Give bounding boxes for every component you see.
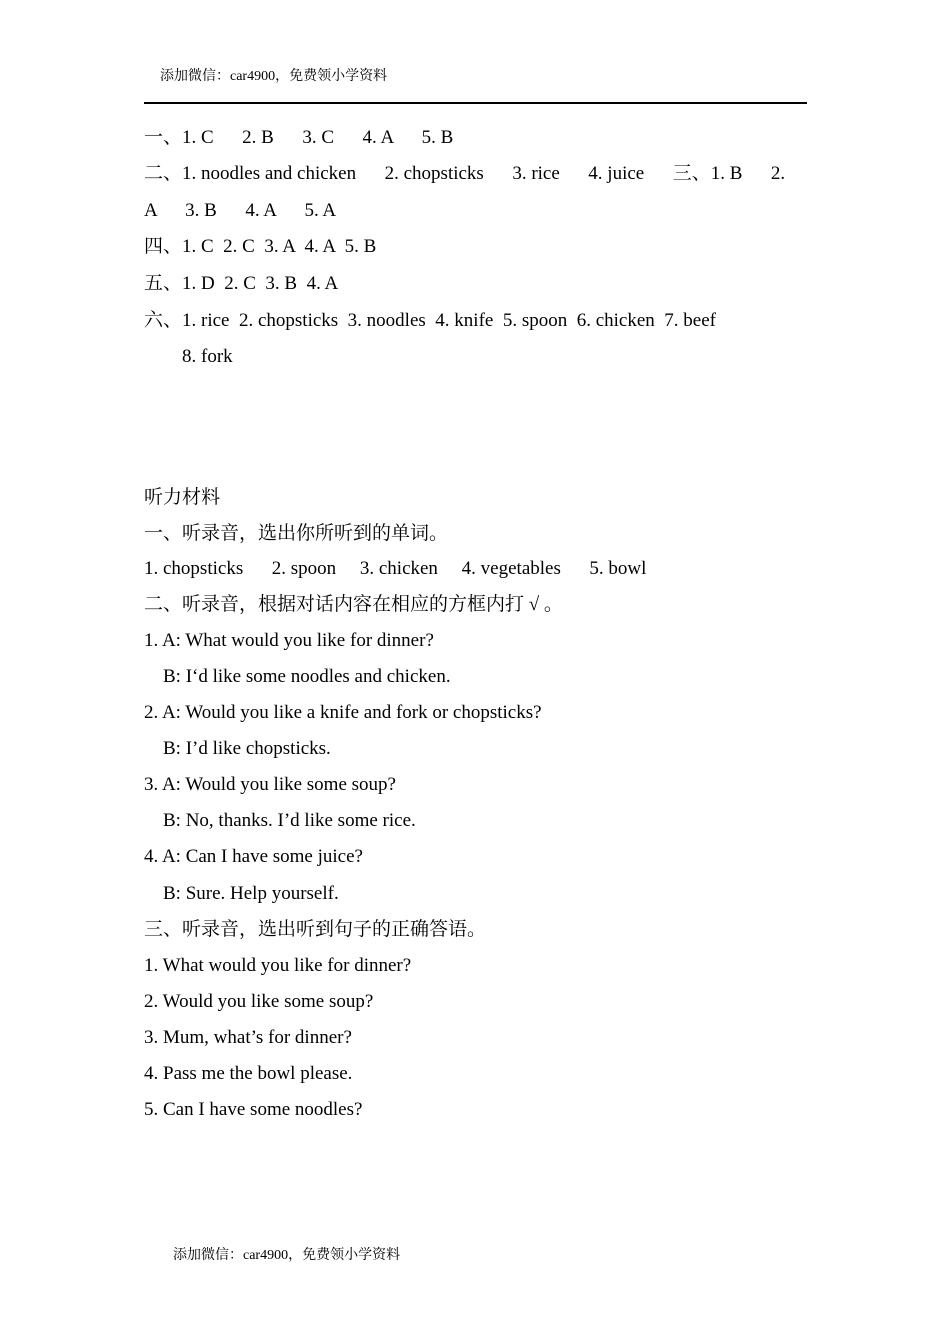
listening-section-3-heading: 三、听录音，选出听到句子的正确答语。 (144, 919, 487, 940)
list-item: 1. What would you like for dinner? (144, 955, 412, 976)
answer-section-4: 四、1. C 2. C 3. A 4. A 5. B (144, 236, 377, 257)
dialogue-line: B: No, thanks. I’d like some rice. (163, 810, 416, 831)
answer-section-6: 六、1. rice 2. chopsticks 3. noodles 4. knife 5. spoon 6. chicken 7. beef (144, 310, 716, 331)
listening-section-1-heading: 一、听录音，选出你所听到的单词。 (144, 523, 449, 544)
listening-title: 听力材料 (144, 487, 221, 508)
answer-section-6-continued: 8. fork (182, 346, 233, 367)
answer-section-2-3: 二、1. noodles and chicken 2. chopsticks 3. rice 4. juice 三、1. B 2. (144, 163, 786, 184)
listening-section-1-items: 1. chopsticks 2. spoon 3. chicken 4. vegetables 5. bowl (144, 558, 647, 579)
list-item: 4. Pass me the bowl please. (144, 1063, 353, 1084)
dialogue-line: 4. A: Can I have some juice? (144, 846, 363, 867)
answer-section-1: 一、1. C 2. B 3. C 4. A 5. B (144, 127, 454, 148)
list-item: 3. Mum, what’s for dinner? (144, 1027, 352, 1048)
dialogue-line: 1. A: What would you like for dinner? (144, 630, 434, 651)
list-item: 5. Can I have some noodles? (144, 1099, 363, 1120)
list-item: 2. Would you like some soup? (144, 991, 374, 1012)
header-divider (144, 102, 807, 104)
dialogue-line: B: Sure. Help yourself. (163, 883, 339, 904)
answer-section-5: 五、1. D 2. C 3. B 4. A (144, 273, 339, 294)
listening-section-2-heading: 二、听录音，根据对话内容在相应的方框内打 √ 。 (144, 594, 563, 615)
header-note: 添加微信：car4900，免费领小学资料 (160, 69, 388, 84)
answer-section-3-continued: A 3. B 4. A 5. A (144, 200, 337, 221)
dialogue-line: 3. A: Would you like some soup? (144, 774, 396, 795)
dialogue-line: B: I’d like chopsticks. (163, 738, 331, 759)
dialogue-line: B: I‘d like some noodles and chicken. (163, 666, 451, 687)
footer-note: 添加微信：car4900，免费领小学资料 (173, 1248, 401, 1263)
dialogue-line: 2. A: Would you like a knife and fork or chopsticks? (144, 702, 542, 723)
